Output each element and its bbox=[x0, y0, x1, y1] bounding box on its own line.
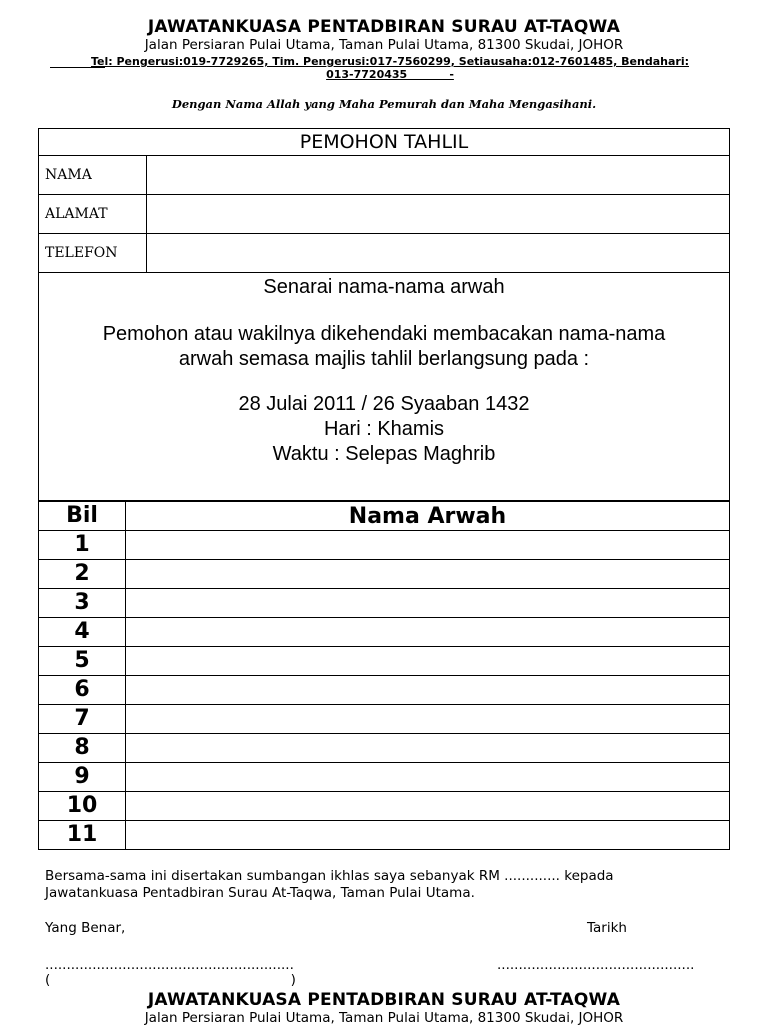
row-number: 4 bbox=[39, 618, 126, 647]
column-header-bil: Bil bbox=[39, 502, 126, 531]
row-number: 5 bbox=[39, 647, 126, 676]
donation-line-2: Jawatankuasa Pentadbiran Surau At-Taqwa, Taman Pulai Utama. bbox=[45, 885, 475, 901]
organization-address-repeat: Jalan Persiaran Pulai Utama, Taman Pulai Utama, 81300 Skudai, JOHOR bbox=[144, 1010, 624, 1026]
names-table bbox=[38, 501, 730, 850]
row-name-field[interactable] bbox=[126, 560, 730, 589]
field-value-alamat[interactable] bbox=[147, 195, 730, 234]
column-header-nama-arwah: Nama Arwah bbox=[126, 502, 730, 531]
notice-body-line-1: Pemohon atau wakilnya dikehendaki membacakan nama-nama bbox=[102, 323, 666, 345]
yang-benar-label: Yang Benar, bbox=[45, 920, 126, 936]
notice-body bbox=[39, 322, 729, 372]
table-row bbox=[39, 792, 730, 821]
table-row bbox=[39, 763, 730, 792]
notice-day: Hari : Khamis bbox=[323, 418, 445, 440]
field-label-nama: NAMA bbox=[39, 156, 147, 195]
row-number: 7 bbox=[39, 705, 126, 734]
row-name-field[interactable] bbox=[126, 705, 730, 734]
table-row bbox=[39, 647, 730, 676]
tel-line-1: Tel: Pengerusi:019-7729265, Tim. Pengerusi:017-7560299, Setiausaha:012-7601485, Bendahari: bbox=[90, 55, 689, 68]
row-number: 10 bbox=[39, 792, 126, 821]
field-label-alamat: ALAMAT bbox=[39, 195, 147, 234]
row-number: 11 bbox=[39, 821, 126, 850]
donation-statement bbox=[45, 868, 614, 902]
row-name-field[interactable] bbox=[126, 763, 730, 792]
table-row bbox=[39, 676, 730, 705]
tarikh-label: Tarikh bbox=[587, 920, 627, 936]
row-name-field[interactable] bbox=[126, 589, 730, 618]
applicant-form-table bbox=[38, 128, 730, 501]
basmalah-text: Dengan Nama Allah yang Maha Pemurah dan Maha Mengasihani. bbox=[171, 97, 597, 111]
table-row bbox=[39, 618, 730, 647]
signatory-name-brackets[interactable]: ( ) bbox=[45, 972, 296, 988]
date-line[interactable]: .............................................. bbox=[497, 957, 695, 973]
notice-panel bbox=[39, 273, 730, 501]
donation-line-1: Bersama-sama ini disertakan sumbangan ikhlas saya sebanyak RM ............. kepada bbox=[45, 868, 614, 884]
table-row bbox=[39, 705, 730, 734]
row-name-field[interactable] bbox=[126, 792, 730, 821]
notice-date: 28 Julai 2011 / 26 Syaaban 1432 bbox=[238, 393, 530, 415]
table-row bbox=[39, 734, 730, 763]
row-name-field[interactable] bbox=[126, 618, 730, 647]
organization-title: JAWATANKUASA PENTADBIRAN SURAU AT-TAQWA bbox=[147, 17, 621, 37]
table-row bbox=[39, 560, 730, 589]
table-row bbox=[39, 531, 730, 560]
row-number: 6 bbox=[39, 676, 126, 705]
contact-telephones bbox=[50, 55, 730, 81]
signature-line[interactable]: .......................................................... bbox=[45, 957, 294, 973]
table-row bbox=[39, 589, 730, 618]
notice-heading: Senarai nama-nama arwah bbox=[263, 276, 505, 298]
row-number: 9 bbox=[39, 763, 126, 792]
field-label-telefon: TELEFON bbox=[39, 234, 147, 273]
organization-address: Jalan Persiaran Pulai Utama, Taman Pulai Utama, 81300 Skudai, JOHOR bbox=[144, 37, 624, 53]
notice-time: Waktu : Selepas Maghrib bbox=[272, 443, 496, 465]
field-value-nama[interactable] bbox=[147, 156, 730, 195]
row-number: 2 bbox=[39, 560, 126, 589]
row-name-field[interactable] bbox=[126, 676, 730, 705]
row-name-field[interactable] bbox=[126, 647, 730, 676]
notice-body-line-2: arwah semasa majlis tahlil berlangsung pada : bbox=[178, 348, 590, 370]
row-number: 3 bbox=[39, 589, 126, 618]
form-title: PEMOHON TAHLIL bbox=[39, 129, 730, 156]
table-row bbox=[39, 821, 730, 850]
organization-title-repeat: JAWATANKUASA PENTADBIRAN SURAU AT-TAQWA bbox=[147, 990, 621, 1010]
tel-line-2: 013-7720435 - bbox=[326, 68, 454, 81]
name-rows bbox=[39, 531, 730, 850]
row-name-field[interactable] bbox=[126, 734, 730, 763]
field-value-telefon[interactable] bbox=[147, 234, 730, 273]
row-name-field[interactable] bbox=[126, 531, 730, 560]
row-number: 1 bbox=[39, 531, 126, 560]
row-name-field[interactable] bbox=[126, 821, 730, 850]
row-number: 8 bbox=[39, 734, 126, 763]
